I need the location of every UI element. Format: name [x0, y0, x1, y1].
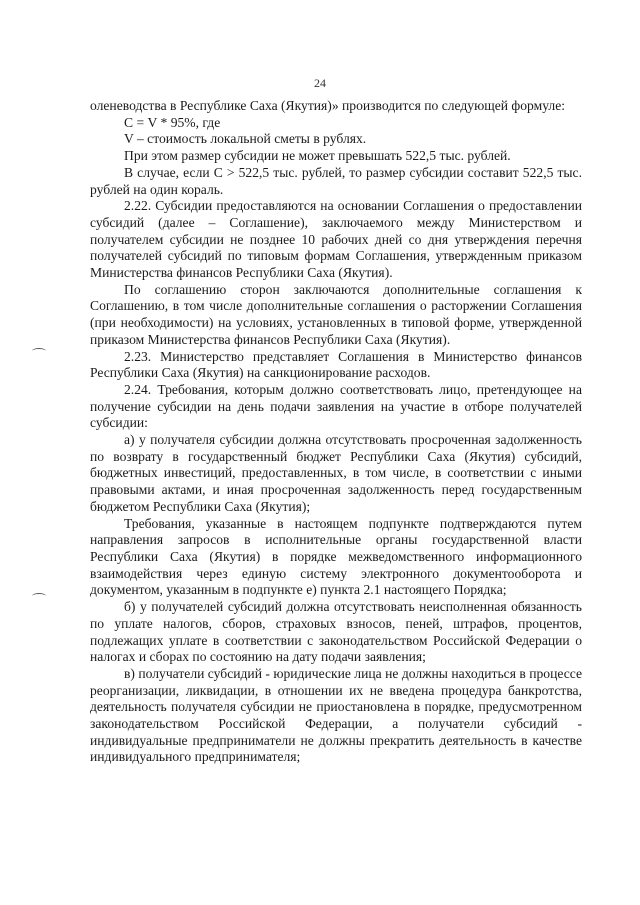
margin-mark: [32, 348, 46, 354]
requirement-b: б) у получателей субсидий должна отсутствовать неисполненная обязанность по уплате налогов, сборов, страховых взносов, пеней, штрафов, процентов, подлежащих уплате в соответствии с законодательством Российской Федерации о налогах и сборах по состоянию на дату подачи заявления;: [90, 599, 582, 665]
paragraph: В случае, если С > 522,5 тыс. рублей, то размер субсидии составит 522,5 тыс. рублей на один кораль.: [90, 164, 582, 197]
section-2-22: 2.22. Субсидии предоставляются на основании Соглашения о предоставлении субсидий (далее – Соглашение), заключаемого между Министерством и получателем субсидии не позднее 10 рабочих дней со дня утверждения перечня получателей субсидий по типовым формам Соглашения, утвержденным приказом Министерства финансов Республики Саха (Якутия).: [90, 198, 582, 281]
paragraph: Требования, указанные в настоящем подпункте подтверждаются путем направления запросов в исполнительные органы государственной власти Республики Саха (Якутия) в порядке межведомственного информационного взаимодействия через единую систему электронного документооборота и документом, указанным в подпункте е) пункта 2.1 настоящего Порядка;: [90, 515, 582, 598]
document-body: [90, 98, 582, 766]
page-number: 24: [314, 76, 326, 90]
section-2-24: 2.24. Требования, которым должно соответствовать лицо, претендующее на получение субсидии на день подачи заявления на участие в отборе получателей субсидии:: [90, 381, 582, 431]
paragraph: оленеводства в Республике Саха (Якутия)» производится по следующей формуле:: [90, 98, 566, 113]
paragraph: При этом размер субсидии не может превышать 522,5 тыс. рублей.: [124, 148, 511, 164]
margin-mark: [32, 593, 46, 599]
formula-definition: V – стоимость локальной сметы в рублях.: [124, 131, 367, 147]
requirement-c: в) получатели субсидий - юридические лица не должны находиться в процессе реорганизации, ликвидации, в отношении их не введена процедура банкротства, деятельность получателя субсидии не приостановлена в порядке, предусмотренном законодательством Российской Федерации, а получатели субсидий - индивидуальные предприниматели не должны прекратить деятельность в качестве индивидуального предпринимателя;: [90, 665, 582, 765]
formula-line: С = V * 95%, где: [124, 114, 221, 130]
requirement-a: а) у получателя субсидии должна отсутствовать просроченная задолженность по возврату в государственный бюджет Республики Саха (Якутия) субсидий, бюджетных инвестиций, предоставленных, в том числе, в соответствии с иными правовыми актами, и иная просроченная задолженность перед государственным бюджетом Республики Саха (Якутия);: [90, 432, 582, 514]
paragraph: По соглашению сторон заключаются дополнительные соглашения к Соглашению, в том числе дополнительные соглашения о расторжении Соглашения (при необходимости) на условиях, установленных в типовой форме, утвержденной приказом Министерства финансов Республики Саха (Якутия).: [90, 281, 582, 347]
section-2-23: 2.23. Министерство представляет Соглашения в Министерство финансов Республики Саха (Якутия) на санкционирование расходов.: [90, 348, 582, 381]
